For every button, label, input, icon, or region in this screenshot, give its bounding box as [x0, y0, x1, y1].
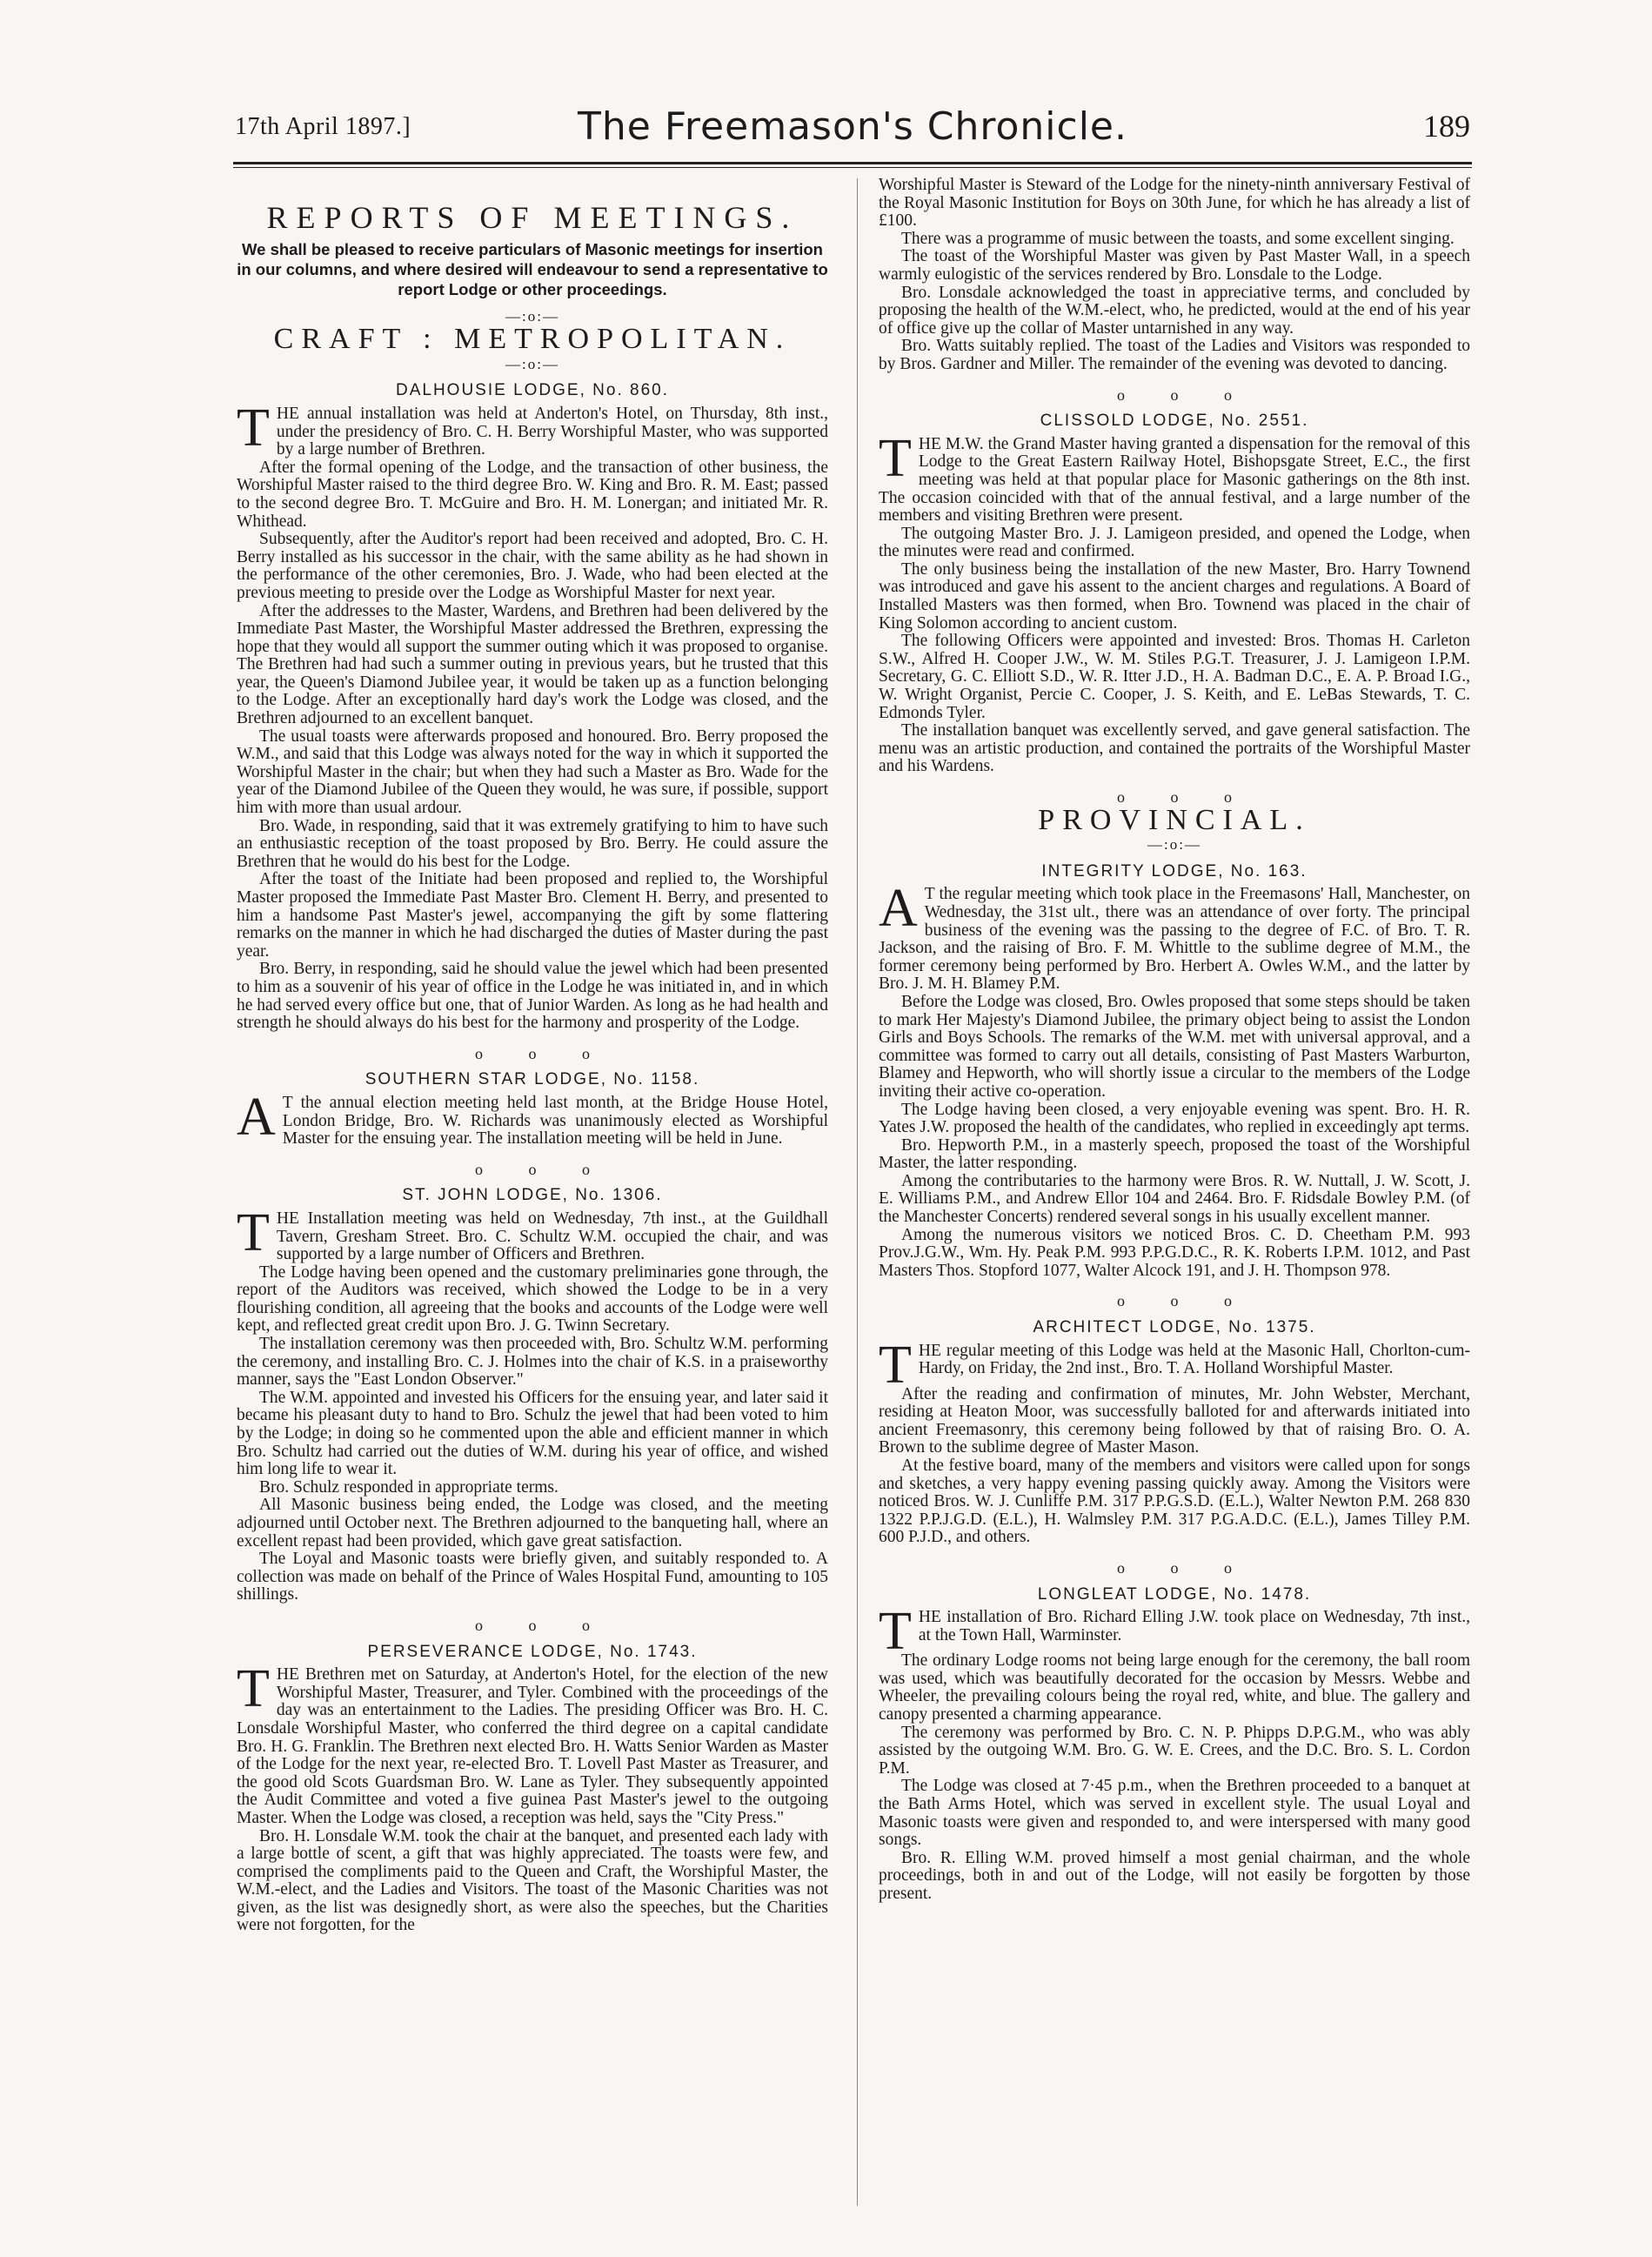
- paragraph: All Masonic business being ended, the Lodge was closed, and the meeting adjourned until October next. The Brethren adjourned to the banqueting hall, where an excellent repast had been provided, which gave great satisfaction.: [237, 1496, 828, 1550]
- drop-cap: T: [879, 1602, 912, 1662]
- article-southern-star: [237, 1071, 828, 1148]
- lodge-title: CLISSOLD LODGE, No. 2551.: [1040, 412, 1309, 431]
- masthead: [235, 104, 1470, 157]
- paragraph: The installation banquet was excellently served, and gave general satisfaction. The menu was an artistic production, and contained the portraits of the Worshipful Master and his Wardens.: [879, 721, 1470, 776]
- paragraph: After the addresses to the Master, Wardens, and Brethren had been delivered by the Immediate Past Master, the Worshipful Master addressed the Brethren, expressing the hope that they would all support the summer outing which it was proposed to organise. The Brethren had had such a summer outing in previous years, but he trusted that this year, the Queen's Diamond Jubilee year, it would be taken up as a function belonging to the Lodge. After an exceptionally hard day's work the Lodge was closed, and the Brethren adjourned to an excellent banquet.: [237, 601, 828, 728]
- paragraph: Worshipful Master is Steward of the Lodge for the ninety-ninth anniversary Festival of the Royal Masonic Institution for Boys on 30th June, for which he has already a list of £100.: [879, 176, 1470, 231]
- paragraph: T the regular meeting which took place in the Freemasons' Hall, Manchester, on Wednesday, the 31st ult., there was an attendance of over forty. The principal business of the evening was the passing to the degree of F.C. of Bro. T. R. Jackson, and the raising of Bro. F. M. Whittle to the sublime degree of M.M., the former ceremony being performed by Bro. Herbert A. Owles W.M., and the latter by Bro. J. M. H. Blamey P.M.: [879, 885, 1470, 994]
- paragraph: The installation ceremony was then proceeded with, Bro. Schultz W.M. performing the ceremony, and installing Bro. C. J. Holmes into the chair of K.S. in a praiseworthy manner, says the "East London Observer.": [237, 1335, 828, 1390]
- separator: —:o:—: [505, 307, 559, 325]
- header-rule: [233, 162, 1472, 164]
- paragraph: The Loyal and Masonic toasts were briefly given, and suitably responded to. A collection was made on behalf of the Prince of Wales Hospital Fund, amounting to 105 shillings.: [237, 1550, 828, 1604]
- drop-cap: T: [879, 1335, 912, 1395]
- lodge-title: SOUTHERN STAR LODGE, No. 1158.: [365, 1070, 700, 1089]
- lodge-title: LONGLEAT LODGE, No. 1478.: [1037, 1584, 1312, 1604]
- paragraph: Bro. Schulz responded in appropriate terms.: [259, 1477, 558, 1497]
- paragraph: HE installation of Bro. Richard Elling J.W. took place on Wednesday, 7th inst., at the Town Hall, Warminster.: [918, 1608, 1470, 1644]
- article-perseverance: [237, 1644, 828, 1936]
- paragraph: Bro. H. Lonsdale W.M. took the chair at the banquet, and presented each lady with a large bottle of scent, a gift that was highly appreciated. The toasts were few, and comprised the compliments paid to the Queen and Craft, the Worshipful Master, the W.M.-elect, and the Ladies and Visitors. The toast of the Masonic Charities was not given, as the list was designedly short, as were also the speeches, but the Charities were not forgotten, for the: [237, 1826, 828, 1935]
- paragraph: The following Officers were appointed and invested: Bros. Thomas H. Carleton S.W., Alfred H. Cooper J.W., W. M. Stiles P.G.T. Treasurer, J. J. Lamigeon I.P.M. Secretary, G. C. Elliott S.D., W. R. Itter J.D., H. A. Badman D.C., E. A. P. Broad I.G., W. Wright Organist, Percie C. Cooper, J. S. Keith, and E. LeBas Stewards, T. C. Edmonds Tyler.: [879, 632, 1470, 722]
- lodge-title: PERSEVERANCE LODGE, No. 1743.: [367, 1642, 698, 1661]
- paragraph: T the annual election meeting held last month, at the Bridge House Hotel, London Bridge, Bro. W. Richards was unanimously elected as Worshipful Master for the ensuing year. The installation meeting will be held in June.: [282, 1093, 828, 1149]
- separator: —:o:—: [1147, 836, 1201, 854]
- paragraph: HE annual installation was held at Anderton's Hotel, on Thursday, 8th inst., under the presidency of Bro. C. H. Berry Worshipful Master, who was supported by a large number of Brethren.: [276, 404, 828, 459]
- intro-notice: We shall be pleased to receive particulars of Masonic meetings for insertion in our columns, and where desired will endeavour to send a representative to report Lodge or other proceedings.: [237, 239, 828, 298]
- paragraph: Among the numerous visitors we noticed Bros. C. D. Cheetham P.M. 993 Prov.J.G.W., Wm. Hy. Peak P.M. 993 P.P.G.D.C., R. K. Roberts I.P.M. 1012, and Past Masters Thos. Stopford 1077, Walter Alcock 191, and J. H. Thompson 978.: [879, 1225, 1470, 1280]
- lodge-title: ST. JOHN LODGE, No. 1306.: [402, 1186, 663, 1205]
- drop-cap: A: [879, 879, 918, 939]
- paragraph: The Lodge having been opened and the customary preliminaries gone through, the report of the Auditors was received, which showed the Lodge to be in a very flourishing condition, all agreeing that the books and accounts of the Lodge were well kept, and reflected great credit upon Bro. J. G. Twinn Secretary.: [237, 1262, 828, 1336]
- paragraph: After the toast of the Initiate had been proposed and replied to, the Worshipful Master proposed the Immediate Past Master Bro. Clement H. Berry, and presented to him a handsome Past Master's jewel, accompanying the gift by some flattering remarks on the manner in which he had discharged the duties of Master during the past year.: [237, 870, 828, 961]
- paragraph: Bro. Berry, in responding, said he should value the jewel which had been presented to him as a souvenir of his year of office in the Lodge he was initiated in, and in which he had served every office but one, that of Junior Warden. As long as he had health and strength he should always do his best for the harmony and prosperity of the Lodge.: [237, 960, 828, 1033]
- article-perseverance-continued: [879, 177, 1470, 374]
- header-rule-thin: [233, 167, 1472, 168]
- paragraph: HE Brethren met on Saturday, at Anderton's Hotel, for the election of the new Worshipful Master, Treasurer, and Tyler. Combined with the proceedings of the day was an entertainment to the Ladies. The presiding Officer was Bro. H. C. Lonsdale Worshipful Master, who conferred the third degree on a capital candidate Bro. H. G. Franklin. The Brethren next elected Bro. H. Watts Senior Warden as Master of the Lodge for the next year, re-elected Bro. T. Lovell Past Master as Treasurer, and the good old Scots Guardsman Bro. W. Lane as Tyler. They subsequently appointed the Audit Committee and voted a five guinea Past Master's jewel to the outgoing Master. When the Lodge was closed, a reception was held, says the "City Press.": [237, 1665, 828, 1827]
- lodge-title: INTEGRITY LODGE, No. 163.: [1041, 861, 1308, 881]
- paragraph: The only business being the installation of the new Master, Bro. Harry Townend was introduced and gave his assent to the ancient charges and regulations. A Board of Installed Masters was then formed, when Bro. Townend was placed in the chair of King Solomon according to ancient custom.: [879, 559, 1470, 633]
- paragraph: HE regular meeting of this Lodge was held at the Masonic Hall, Chorlton-cum-Hardy, on Friday, the 2nd inst., Bro. T. A. Holland Worshipful Master.: [918, 1341, 1470, 1378]
- right-column: [879, 177, 1470, 1903]
- paragraph: HE Installation meeting was held on Wednesday, 7th inst., at the Guildhall Tavern, Gresham Street. Bro. C. Schultz W.M. occupied the chair, and was supported by a large number of Officers and Brethren.: [276, 1209, 828, 1264]
- ornament-divider: o o o: [1117, 385, 1232, 404]
- paragraph: The W.M. appointed and invested his Officers for the ensuing year, and later said it became his pleasant duty to hand to Bro. Schulz the jewel that had been voted to him by the Lodge; in doing so he commented upon the able and efficient manner in which Bro. Schultz had carried out the duties of W.M. during his year of office, and wished him long life to wear it.: [237, 1388, 828, 1479]
- section-heading-metropolitan: CRAFT : METROPOLITAN.: [273, 323, 792, 356]
- paragraph: The ordinary Lodge rooms not being large enough for the ceremony, the ball room was used, which was beautifully decorated for the occasion by Messrs. Webbe and Wheeler, the prevailing colours being the royal red, white, and blue. The gallery and canopy presented a charming appearance.: [879, 1651, 1470, 1724]
- drop-cap: T: [237, 1202, 270, 1262]
- ornament-divider: o o o: [1117, 1558, 1232, 1577]
- paragraph: Bro. Watts suitably replied. The toast of the Ladies and Visitors was responded to by Bros. Gardner and Miller. The remainder of the evening was devoted to dancing.: [879, 337, 1470, 373]
- drop-cap: T: [879, 428, 912, 488]
- ornament-divider: o o o: [1117, 1292, 1232, 1310]
- page-number: 189: [1423, 109, 1470, 144]
- lodge-title: ARCHITECT LODGE, No. 1375.: [1033, 1318, 1316, 1337]
- paragraph: Bro. Lonsdale acknowledged the toast in appreciative terms, and concluded by proposing the health of the W.M.-elect, who, he predicted, would at the end of his year of office give up the collar of Master untarnished in any way.: [879, 283, 1470, 338]
- paragraph: After the reading and confirmation of minutes, Mr. John Webster, Merchant, residing at Heaton Moor, was successfully balloted for and afterwards initiated into ancient Freemasonry, this ceremony being followed by that of raising Bro. O. A. Brown to the sublime degree of Master Mason.: [879, 1384, 1470, 1457]
- publication-title: The Freemason's Chronicle.: [578, 104, 1127, 149]
- article-clissold: [879, 412, 1470, 776]
- ornament-divider: o o o: [475, 1160, 590, 1178]
- drop-cap: T: [237, 1659, 270, 1719]
- reports-heading: REPORTS OF MEETINGS.: [266, 200, 799, 235]
- left-column: [237, 183, 828, 1935]
- article-dalhousie: [237, 382, 828, 1032]
- paragraph: The usual toasts were afterwards proposed and honoured. Bro. Berry proposed the W.M., and said that this Lodge was always noted for the way in which it supported the Worshipful Master in the chair; but when they had such a Master as Bro. Wade for the year of the Diamond Jubilee of the Queen they would, he was sure, if possible, support him with more than usual ardour.: [237, 727, 828, 818]
- column-divider: [857, 178, 858, 2206]
- drop-cap: T: [237, 398, 270, 458]
- article-st-john: [237, 1187, 828, 1604]
- ornament-divider: o o o: [475, 1616, 590, 1634]
- paragraph: Bro. Wade, in responding, said that it was extremely gratifying to him to have such an enthusiastic reception of the toast proposed by Bro. Berry. He could assure the Brethren that he would do his best for the Lodge.: [237, 816, 828, 871]
- article-longleat: [879, 1586, 1470, 1904]
- paragraph: The Lodge having been closed, a very enjoyable evening was spent. Bro. H. R. Yates J.W. proposed the health of the candidates, who replied in exceedingly apt terms.: [879, 1100, 1470, 1137]
- issue-date: 17th April 1897.]: [235, 113, 411, 140]
- ornament-divider: o o o: [475, 1044, 590, 1062]
- paragraph: At the festive board, many of the members and visitors were called upon for songs and sketches, a very happy evening passing quickly away. Among the Visitors were noticed Bros. W. J. Cunliffe P.M. 317 P.P.G.S.D. (E.L.), Walter Newton P.M. 268 830 1322 P.P.J.G.D. (E.L.), H. Walmsley P.M. 317 P.G.A.D.C. (E.L.), James Tilley P.M. 600 P.J.D., and others.: [879, 1457, 1470, 1547]
- paragraph: The outgoing Master Bro. J. J. Lamigeon presided, and opened the Lodge, when the minutes were read and confirmed.: [879, 524, 1470, 561]
- paragraph: There was a programme of music between the toasts, and some excellent singing.: [901, 229, 1455, 248]
- paragraph: The ceremony was performed by Bro. C. N. P. Phipps D.P.G.M., who was ably assisted by the outgoing W.M. Bro. G. W. E. Crees, and the D.C. Bro. S. L. Cordon P.M.: [879, 1723, 1470, 1778]
- article-architect: [879, 1319, 1470, 1547]
- paragraph: Bro. R. Elling W.M. proved himself a most genial chairman, and the whole proceedings, both in and out of the Lodge, will not easily be forgotten by those present.: [879, 1848, 1470, 1903]
- paragraph: After the formal opening of the Lodge, and the transaction of other business, the Worshipful Master raised to the third degree Bro. W. King and Bro. R. M. East; passed to the second degree Bro. T. McGuire and Bro. H. M. Lonergan; and initiated Mr. R. Whithead.: [237, 458, 828, 531]
- ornament-divider: o o o: [1117, 788, 1232, 806]
- paragraph: Before the Lodge was closed, Bro. Owles proposed that some steps should be taken to mark Her Majesty's Diamond Jubilee, the primary object being to assist the London Girls and Boys Schools. The remarks of the W.M. met with universal approval, and a committee was formed to carry out all details, consisting of Past Masters Warburton, Blamey and Hepworth, who will shortly issue a circular to the members of the Lodge inviting their active co-operation.: [879, 992, 1470, 1101]
- paragraph: HE M.W. the Grand Master having granted a dispensation for the removal of this Lodge to the Great Eastern Railway Hotel, Bishopsgate Street, E.C., the first meeting was held at that popular place for Masonic gatherings on the 8th inst. The occasion coincided with that of the annual festival, and a large number of the members and visiting Brethren were present.: [879, 434, 1470, 526]
- paragraph: The toast of the Worshipful Master was given by Past Master Wall, in a speech warmly eulogistic of the services rendered by Bro. Lonsdale to the Lodge.: [879, 247, 1470, 284]
- paragraph: Bro. Hepworth P.M., in a masterly speech, proposed the toast of the Worshipful Master, the latter responding.: [879, 1135, 1470, 1173]
- section-heading-provincial: PROVINCIAL.: [1038, 803, 1311, 836]
- separator: —:o:—: [505, 355, 559, 372]
- paragraph: Among the contributaries to the harmony were Bros. R. W. Nuttall, J. W. Scott, J. E. Williams P.M., and Andrew Ellor 104 and 2464. Bro. F. Ridsdale Bowley P.M. (of the Manchester Concerts) rendered several songs in his usually excellent manner.: [879, 1171, 1470, 1227]
- drop-cap: A: [237, 1087, 276, 1147]
- paragraph: Subsequently, after the Auditor's report had been received and adopted, Bro. C. H. Berry installed as his successor in the chair, with the same ability as he had shown in the performance of the other ceremonies, Bro. J. Wade, who had been elected at the previous meeting to preside over the Lodge as Worshipful Master for next year.: [237, 530, 828, 602]
- paragraph: The Lodge was closed at 7·45 p.m., when the Brethren proceeded to a banquet at the Bath Arms Hotel, which was served in excellent style. The usual Loyal and Masonic toasts were given and responded to, and were interspersed with many good songs.: [879, 1777, 1470, 1850]
- article-integrity: [879, 863, 1470, 1281]
- lodge-title: DALHOUSIE LODGE, No. 860.: [396, 381, 669, 400]
